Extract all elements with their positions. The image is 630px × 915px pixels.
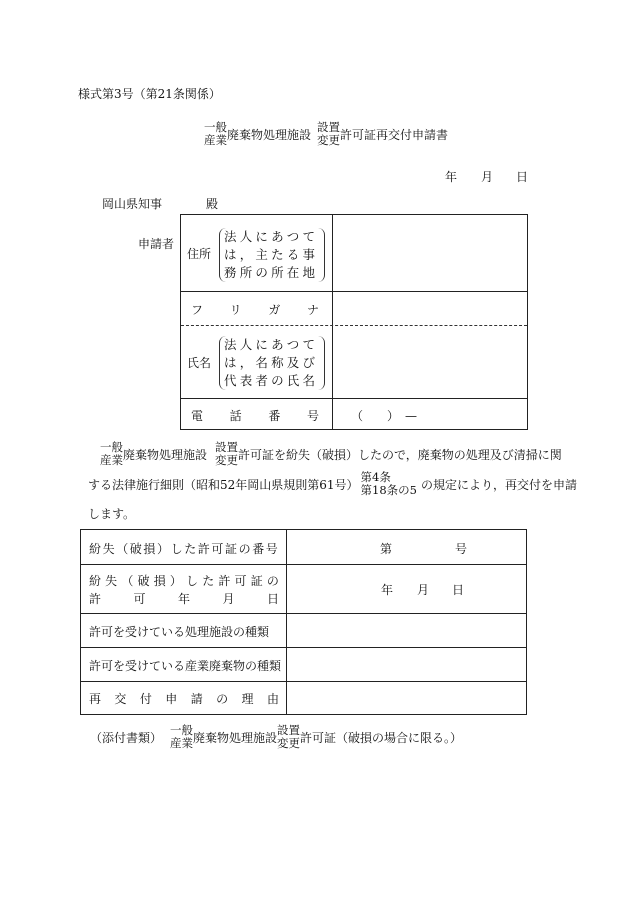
name-input[interactable] bbox=[333, 326, 528, 398]
attachment-line: （添付書類） 一般 産業 廃棄物処理施設 設置 変更 許可証（破損の場合に限る。） bbox=[90, 723, 463, 750]
date-month: 月 bbox=[481, 170, 494, 184]
permit-date-label-bottom: 許 可 年 月 日 bbox=[89, 592, 279, 606]
body-action: 設置 変更 bbox=[215, 440, 239, 467]
title-middle: 廃棄物処理施設 bbox=[227, 127, 312, 142]
form-number: 様式第3号（第21条関係） bbox=[78, 87, 221, 101]
address-note: 法人にあつて は，主たる事 務所の所在地 bbox=[219, 228, 325, 282]
furigana-label: フ リ ガ ナ bbox=[191, 303, 319, 317]
title-action: 設置 変更 bbox=[317, 120, 341, 147]
waste-type-label: 許可を受けている産業廃棄物の種類 bbox=[89, 659, 282, 673]
document-title bbox=[204, 121, 448, 147]
addressee-honorific: 殿 bbox=[206, 197, 219, 211]
facility-type-label: 許可を受けている処理施設の種類 bbox=[89, 625, 270, 639]
waste-type-input[interactable] bbox=[287, 648, 527, 681]
permit-date-input[interactable]: 年 月 日 bbox=[381, 583, 465, 597]
reissue-reason-input[interactable] bbox=[287, 682, 527, 715]
phone-input[interactable]: （ ） — bbox=[351, 409, 418, 423]
attachment-label: （添付書類） bbox=[90, 730, 163, 745]
permit-date-label-top: 紛 失 （ 破 損 ） し た 許 可 証 の bbox=[89, 574, 279, 588]
info-table bbox=[80, 529, 527, 715]
applicant-label: 申請者 bbox=[138, 237, 175, 251]
name-note: 法人にあつて は，名称及び 代表者の氏名 bbox=[219, 336, 325, 390]
applicant-table bbox=[180, 214, 528, 430]
attachment-waste-type: 一般 産業 bbox=[170, 723, 194, 750]
addressee-governor: 岡山県知事 bbox=[102, 197, 163, 211]
date-year: 年 bbox=[445, 170, 458, 184]
body-line-1: 一般 産業 廃棄物処理施設 設置 変更 許可証を紛失（破損）したので，廃棄物の処理及び清掃に関 bbox=[100, 440, 562, 467]
furigana-input[interactable] bbox=[333, 292, 528, 325]
body-waste-type: 一般 産業 bbox=[100, 440, 123, 467]
date-day: 日 bbox=[516, 170, 529, 184]
body-articles: 第4条 第18条の5 bbox=[360, 470, 417, 497]
address-input[interactable] bbox=[333, 215, 528, 291]
attachment-action: 設置 変更 bbox=[277, 723, 301, 750]
body-line-3: します。 bbox=[88, 507, 136, 521]
body-line-2: する法律施行細則（昭和52年岡山県規則第61号） 第4条 第18条の5 の規定により，再交付を申請 bbox=[88, 470, 578, 497]
title-waste-type: 一般 産業 bbox=[204, 120, 227, 147]
row-divider bbox=[181, 398, 527, 399]
permit-number-label: 紛失（破損）した許可証の番号 bbox=[89, 542, 280, 556]
title-suffix: 許可証再交付申請書 bbox=[340, 127, 449, 142]
facility-type-input[interactable] bbox=[287, 614, 527, 647]
name-label: 氏名 bbox=[187, 356, 212, 370]
phone-label: 電 話 番 号 bbox=[191, 409, 319, 423]
reissue-reason-label: 再 交 付 申 請 の 理 由 bbox=[89, 692, 279, 706]
address-label: 住所 bbox=[187, 247, 212, 261]
permit-number-input[interactable]: 第 号 bbox=[380, 542, 468, 556]
